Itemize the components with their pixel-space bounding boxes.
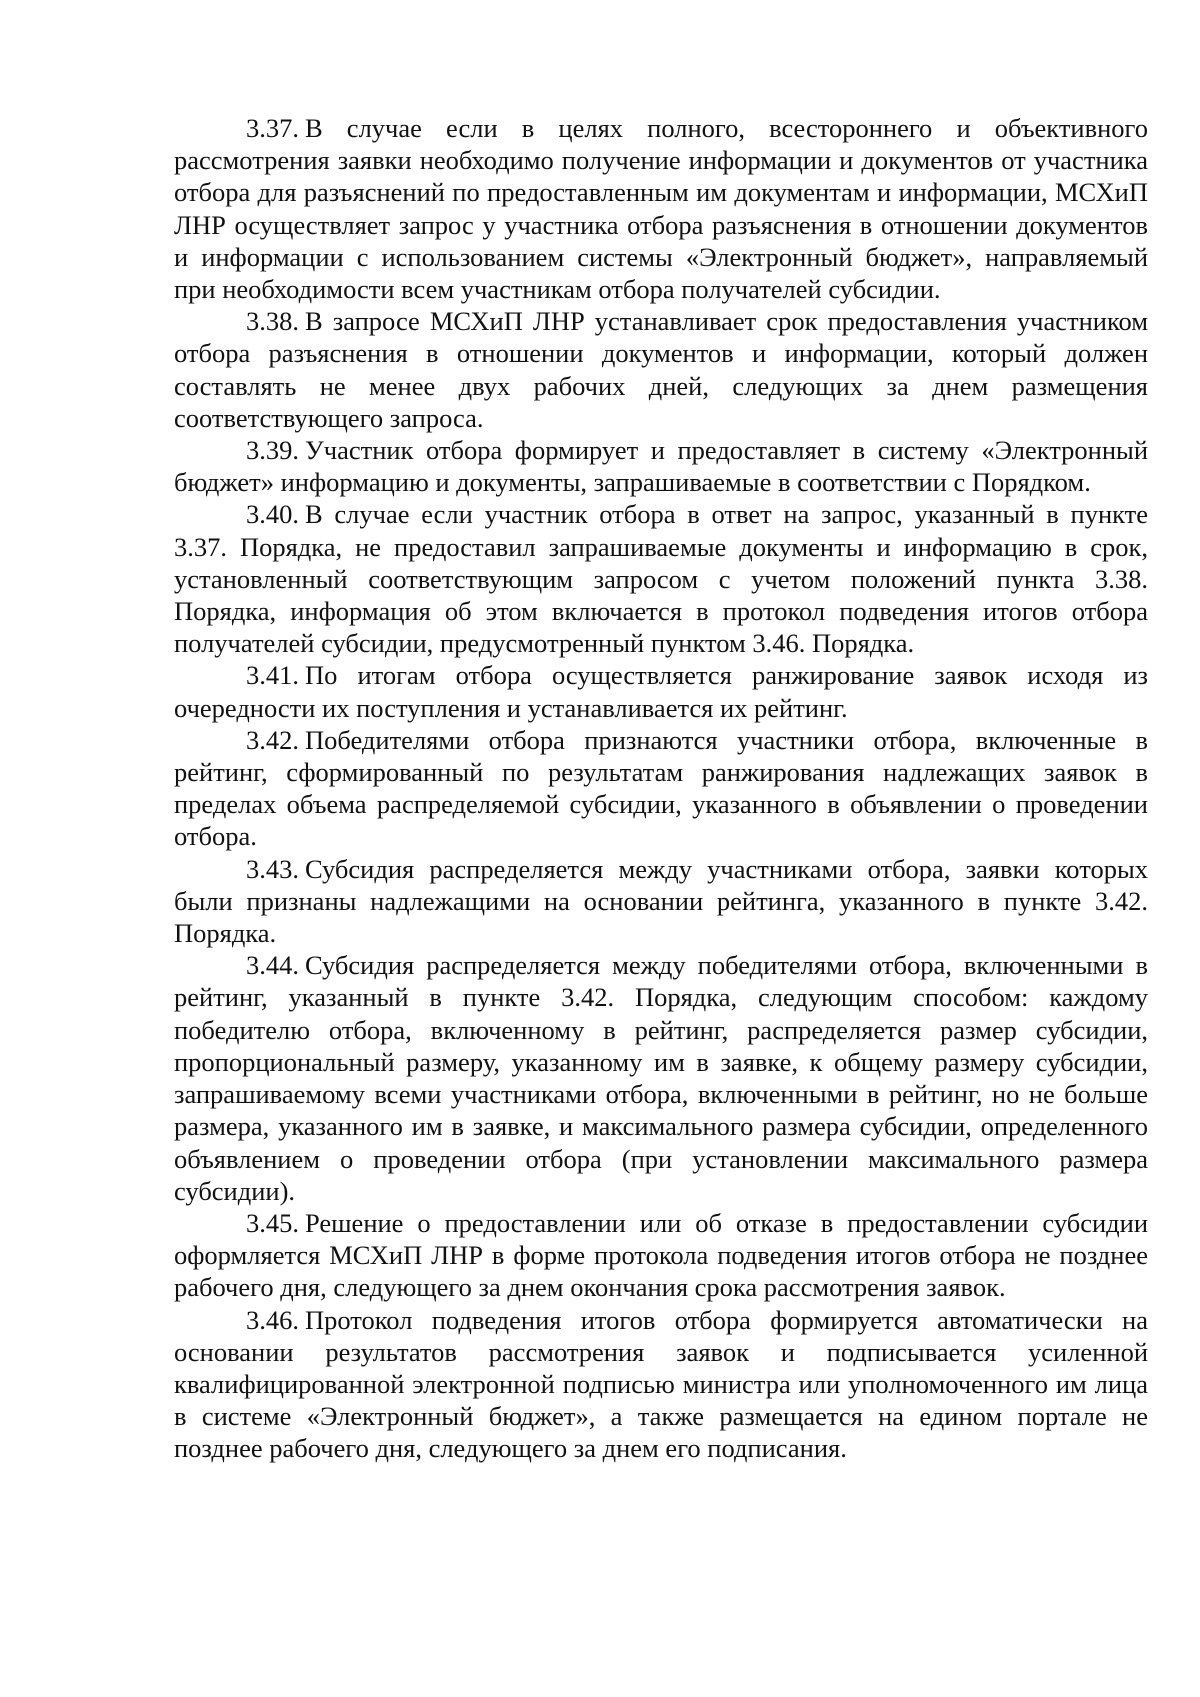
paragraph-3-42 bbox=[174, 724, 1148, 853]
document-page bbox=[174, 112, 1148, 1465]
paragraph-text: Субсидия распределяется между победителями отбора, включенными в рейтинг, указанный в пункте 3.42. Порядка, следующим способом: каждому победителю отбора, включенному в рейтинг, распределяется размер субсидии, пропорциональный размеру, указанному им в заявке, к общему размеру субсидии, запрашиваемому всеми участниками отбора, включенными в рейтинг, но не больше размера, указанного им в заявке, и максимального размера субсидии, определенного объявлением о проведении отбора (при установлении максимального размера субсидии). bbox=[174, 950, 1148, 1206]
paragraph-text: Решение о предоставлении или об отказе в предоставлении субсидии оформляется МСХиП ЛНР в форме протокола подведения итогов отбора не позднее рабочего дня, следующего за днем окончания срока рассмотрения заявок. bbox=[174, 1207, 1148, 1303]
paragraph-3-37 bbox=[174, 112, 1148, 305]
paragraph-number: 3.45. bbox=[246, 1207, 299, 1238]
paragraph-3-39 bbox=[174, 434, 1148, 498]
paragraph-3-38 bbox=[174, 305, 1148, 434]
paragraph-3-46 bbox=[174, 1304, 1148, 1465]
paragraph-3-43 bbox=[174, 853, 1148, 950]
paragraph-text: В случае если участник отбора в ответ на запрос, указанный в пункте 3.37. Порядка, не предоставил запрашиваемые документы и информацию в срок, установленный соответствующим запросом с учетом положений пункта 3.38. Порядка, информация об этом включается в протокол подведения итогов отбора получателей субсидии, предусмотренный пунктом 3.46. Порядка. bbox=[174, 499, 1148, 659]
paragraph-number: 3.37. bbox=[246, 113, 299, 143]
paragraph-number: 3.46. bbox=[246, 1304, 299, 1335]
paragraph-text: В запросе МСХиП ЛНР устанавливает срок предоставления участником отбора разъяснения в отношении документов и информации, который должен составлять не менее двух рабочих дней, следующих за днем размещения соответствующего запроса. bbox=[174, 306, 1148, 433]
paragraph-number: 3.42. bbox=[246, 724, 299, 755]
paragraph-3-45 bbox=[174, 1207, 1148, 1304]
paragraph-text: В случае если в целях полного, всестороннего и объективного рассмотрения заявки необходимо получение информации и документов от участника отбора для разъяснений по предоставленным им документам и информации, МСХиП ЛНР осуществляет запрос у участника отбора разъяснения в отношении документов и информации с использованием системы «Электронный бюджет», направляемый при необходимости всем участникам отбора получателей субсидии. bbox=[174, 113, 1148, 305]
paragraph-number: 3.38. bbox=[246, 306, 299, 337]
paragraph-3-40 bbox=[174, 498, 1148, 659]
paragraph-3-41 bbox=[174, 659, 1148, 723]
paragraph-number: 3.41. bbox=[246, 660, 299, 691]
paragraph-number: 3.44. bbox=[246, 950, 299, 981]
paragraph-number: 3.40. bbox=[246, 499, 299, 530]
paragraph-text: По итогам отбора осуществляется ранжирование заявок исходя из очередности их поступления и устанавливается их рейтинг. bbox=[174, 660, 1148, 723]
paragraph-number: 3.39. bbox=[246, 435, 299, 466]
paragraph-number: 3.43. bbox=[246, 853, 299, 884]
paragraph-text: Протокол подведения итогов отбора формируется автоматически на основании результатов рассмотрения заявок и подписывается усиленной квалифицированной электронной подписью министра или уполномоченного им лица в системе «Электронный бюджет», а также размещается на едином портале не позднее рабочего дня, следующего за днем его подписания. bbox=[174, 1304, 1148, 1464]
paragraph-3-44 bbox=[174, 949, 1148, 1207]
paragraph-text: Субсидия распределяется между участниками отбора, заявки которых были признаны надлежащими на основании рейтинга, указанного в пункте 3.42. Порядка. bbox=[174, 853, 1148, 949]
paragraph-text: Победителями отбора признаются участники отбора, включенные в рейтинг, сформированный по результатам ранжирования надлежащих заявок в пределах объема распределяемой субсидии, указанного в объявлении о проведении отбора. bbox=[174, 724, 1148, 852]
paragraph-text: Участник отбора формирует и предоставляет в систему «Электронный бюджет» информацию и документы, запрашиваемые в соответствии с Порядком. bbox=[174, 435, 1148, 498]
